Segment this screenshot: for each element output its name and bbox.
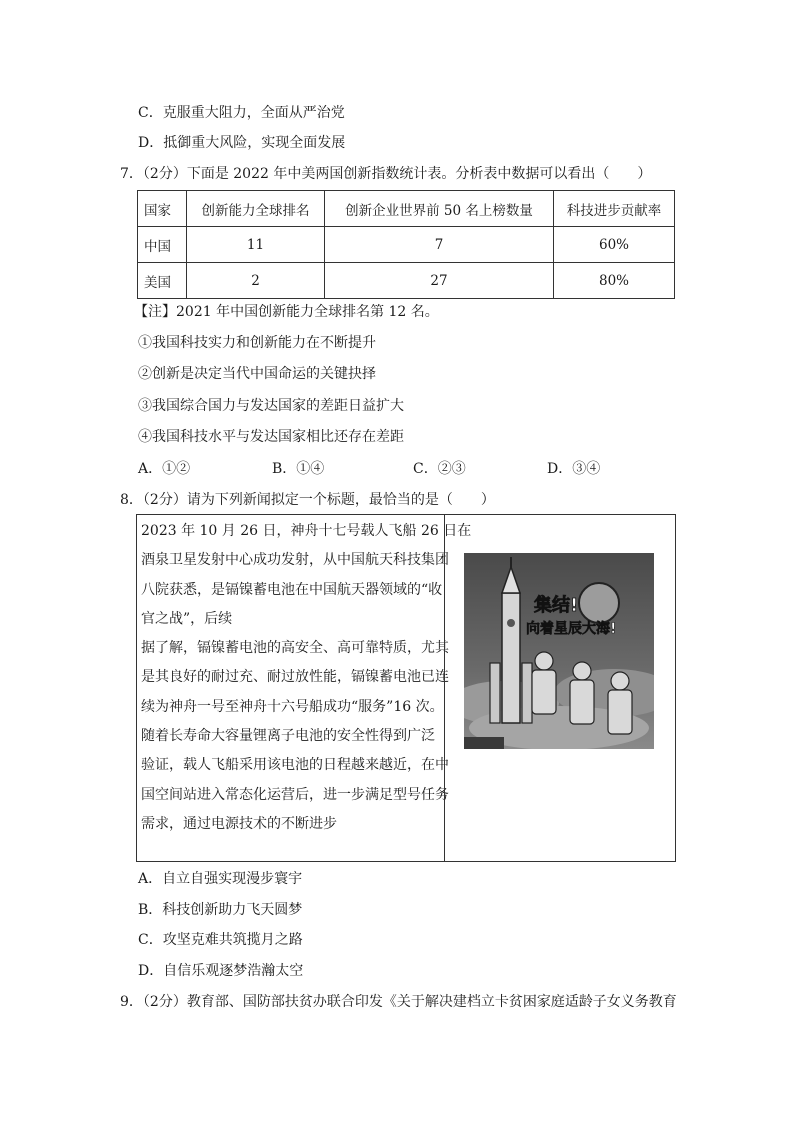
q7-option-d: D．③④	[547, 461, 601, 477]
table-header-cell: 创新能力全球排名	[187, 191, 325, 227]
q6-option-c: C．克服重大阻力，全面从严治党	[138, 105, 345, 121]
table-header-cell: 科技进步贡献率	[554, 191, 675, 227]
q7-statement-3: ③我国综合国力与发达国家的差距日益扩大	[138, 398, 404, 414]
table-cell: 60%	[554, 227, 675, 263]
table-header-cell: 创新企业世界前 50 名上榜数量	[325, 191, 554, 227]
q6-option-d: D．抵御重大风险，实现全面发展	[138, 135, 346, 151]
q8-option-a: A．自立自强实现漫步寰宇	[138, 871, 303, 887]
passage-line: 据了解，镉镍蓄电池的高安全、高可靠特质，尤其	[141, 640, 449, 657]
passage-line: 随着长寿命大容量锂离子电池的安全性得到广泛	[141, 728, 435, 745]
q8-option-d: D．自信乐观逐梦浩瀚太空	[138, 963, 304, 979]
q7-option-b: B．①④	[272, 461, 325, 477]
table-row	[138, 263, 675, 299]
table-cell: 27	[325, 263, 554, 299]
q7-note: 【注】2021 年中国创新能力全球排名第 12 名。	[134, 304, 439, 320]
q8-option-c: C．攻坚克难共筑揽月之路	[138, 932, 303, 948]
table-cell: 7	[325, 227, 554, 263]
table-cell: 美国	[138, 263, 187, 299]
passage-line: 验证，载人飞船采用该电池的日程越来越近，在中	[141, 757, 449, 774]
q7-statement-2: ②创新是决定当代中国命运的关键抉择	[138, 366, 376, 382]
passage-line: 是其良好的耐过充、耐过放性能，镉镍蓄电池已连	[141, 669, 449, 686]
table-cell: 中国	[138, 227, 187, 263]
column-divider	[444, 515, 445, 861]
astronaut-poster-image	[464, 553, 654, 749]
passage-line: 需求，通过电源技术的不断进步	[141, 815, 337, 832]
table-cell: 2	[187, 263, 325, 299]
q8-stem: 8．（2分）请为下列新闻拟定一个标题，最恰当的是（ ）	[120, 492, 495, 508]
table-cell: 80%	[554, 263, 675, 299]
table-cell: 11	[187, 227, 325, 263]
innovation-table	[137, 190, 675, 299]
q7-statement-4: ④我国科技水平与发达国家相比还存在差距	[138, 429, 404, 445]
q7-stem: 7．（2分）下面是 2022 年中美两国创新指数统计表。分析表中数据可以看出（ ）	[120, 166, 652, 182]
poster-illustration	[464, 553, 654, 749]
table-header-cell: 国家	[138, 191, 187, 227]
passage-line: 八院获悉，是镉镍蓄电池在中国航天器领域的“收	[141, 581, 443, 598]
passage-line: 酒泉卫星发射中心成功发射，从中国航天科技集团	[141, 552, 449, 569]
news-box	[136, 514, 676, 862]
passage-line: 官之战”，后续	[141, 610, 233, 627]
news-passage	[141, 517, 472, 839]
table-header-row	[138, 191, 675, 227]
table-row	[138, 227, 675, 263]
passage-line: 国空间站进入常态化运营后，进一步满足型号任务	[141, 786, 449, 803]
q7-statement-1: ①我国科技实力和创新能力在不断提升	[138, 335, 376, 351]
q7-option-c: C．②③	[413, 461, 466, 477]
svg-text:向着星辰大海!: 向着星辰大海!	[526, 621, 617, 637]
q7-option-a: A．①②	[138, 461, 191, 477]
q8-option-b: B．科技创新助力飞天圆梦	[138, 902, 303, 918]
passage-line: 续为神舟一号至神舟十六号船成功“服务”16 次。	[141, 698, 444, 715]
q9-stem: 9．（2分）教育部、国防部扶贫办联合印发《关于解决建档立卡贫困家庭适龄子女义务教育	[120, 994, 677, 1010]
passage-line: 2023 年 10 月 26 日，神舟十七号载人飞船 26 日在	[141, 523, 472, 539]
svg-text:集结!: 集结!	[534, 595, 579, 616]
